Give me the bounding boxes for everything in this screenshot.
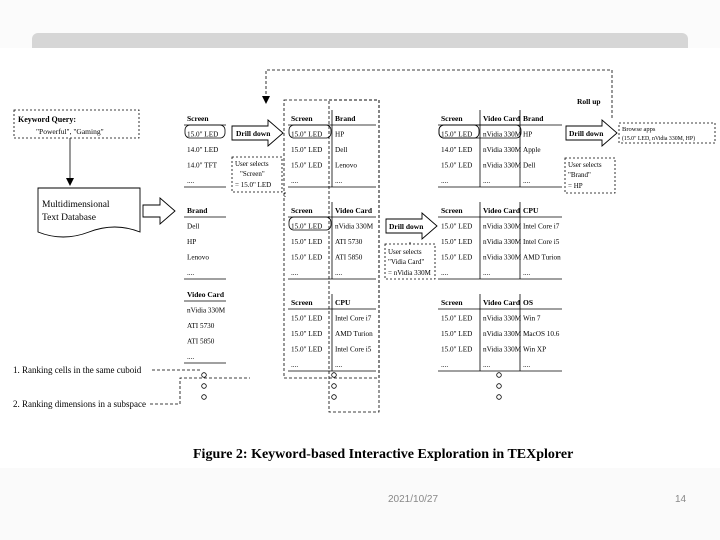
table-cell: MacOS 10.6 — [523, 330, 560, 338]
table-cell: HP — [523, 130, 533, 139]
table-cell: 15.0" LED — [441, 253, 473, 262]
table-cell: .... — [187, 269, 195, 277]
table-cell: 15.0" LED — [441, 161, 473, 170]
footer-date: 2021/10/27 — [388, 494, 439, 505]
ranking-note-2: 2. Ranking dimensions in a subspace — [13, 399, 146, 409]
table-cell: ATI 5730 — [335, 238, 363, 246]
table-cell: nVidia 330M — [483, 314, 522, 323]
table-cell: .... — [335, 177, 343, 185]
roll-up-label: Roll up — [577, 97, 601, 106]
col3-table-2 — [438, 294, 562, 371]
table-cell: 15.0" LED — [441, 330, 473, 338]
keyword-query-title: Keyword Query: — [18, 115, 76, 124]
table-header: Screen — [291, 206, 313, 215]
table-cell: nVidia 330M — [483, 238, 522, 246]
col2-table-0 — [288, 110, 376, 187]
table-cell: .... — [523, 361, 531, 369]
table-cell: Dell — [523, 161, 536, 170]
table-header: Screen — [441, 206, 463, 215]
table-cell: 15.0" LED — [291, 130, 323, 139]
table-cell: 15.0" LED — [441, 345, 473, 354]
table-cell: 14.0" LED — [441, 146, 473, 154]
user-selects-2-l2: "Vidia Card" — [388, 258, 425, 266]
table-cell: 14.0" LED — [187, 146, 219, 154]
table-cell: Lenovo — [187, 253, 209, 262]
table-cell: nVidia 330M — [483, 161, 522, 170]
table-cell: Apple — [523, 146, 541, 154]
table-cell: 15.0" LED — [291, 161, 323, 170]
user-selects-2-l1: User selects — [388, 248, 422, 256]
table-cell: 15.0" LED — [291, 345, 323, 354]
table-cell: Win 7 — [523, 314, 541, 323]
user-selects-2-l3: = nVidia 330M — [388, 269, 431, 277]
table-cell: 15.0" LED — [441, 130, 473, 139]
table-cell: nVidia 330M — [483, 146, 522, 154]
footer-page-number: 14 — [675, 494, 687, 505]
table-cell: nVidia 330M — [483, 345, 522, 354]
table-cell: Intel Core i7 — [523, 222, 560, 231]
table-header: OS — [523, 298, 534, 307]
continuation-dot — [202, 384, 207, 389]
slide-footer — [0, 468, 720, 540]
table-cell: .... — [187, 353, 195, 361]
table-cell: ATI 5730 — [187, 322, 215, 330]
table-cell: .... — [187, 177, 195, 185]
continuation-dot — [497, 384, 502, 389]
table-cell: ATI 5850 — [335, 253, 363, 262]
user-selects-3-l3: = HP — [568, 182, 583, 190]
col2-table-2 — [288, 294, 376, 371]
user-selects-1-l2: "Screen" — [240, 170, 265, 178]
table-cell: .... — [483, 361, 491, 369]
table-cell: .... — [441, 177, 449, 185]
table-cell: 15.0" LED — [291, 314, 323, 323]
table-cell: 15.0" LED — [291, 330, 323, 338]
table-cell: AMD Turion — [335, 330, 373, 338]
table-header: Brand — [187, 206, 208, 215]
table-cell: ATI 5850 — [187, 337, 215, 346]
table-cell: nVidia 330M — [483, 330, 522, 338]
table-cell: 15.0" LED — [441, 222, 473, 231]
table-cell: Intel Core i7 — [335, 314, 372, 323]
table-cell: HP — [335, 130, 345, 139]
table-cell: nVidia 330M — [483, 130, 522, 139]
table-cell: .... — [441, 361, 449, 369]
table-cell: .... — [291, 361, 299, 369]
ranking-note-1: 1. Ranking cells in the same cuboid — [13, 365, 142, 375]
table-cell: .... — [523, 269, 531, 277]
keyword-query-terms: "Powerful", "Gaming" — [36, 127, 104, 136]
table-cell: .... — [523, 177, 531, 185]
table-header: CPU — [335, 298, 351, 307]
table-header: Video Card — [483, 206, 521, 215]
table-cell: nVidia 330M — [187, 306, 226, 315]
col3-table-0 — [438, 110, 562, 187]
table-cell: Lenovo — [335, 161, 357, 170]
table-cell: .... — [335, 361, 343, 369]
database-label-1: Multidimensional — [42, 200, 110, 210]
table-cell: .... — [335, 269, 343, 277]
continuation-dot — [202, 395, 207, 400]
table-header: Video Card — [483, 298, 521, 307]
table-header: Screen — [441, 298, 463, 307]
table-header: Screen — [441, 114, 463, 123]
col3-table-1 — [438, 202, 562, 279]
table-cell: 14.0" TFT — [187, 161, 217, 170]
table-header: Video Card — [483, 114, 521, 123]
table-cell: .... — [291, 177, 299, 185]
continuation-dot — [332, 395, 337, 400]
table-cell: nVidia 330M — [483, 253, 522, 262]
figure-caption: Figure 2: Keyword-based Interactive Exploration in TEXplorer — [193, 447, 574, 462]
database-arrow — [143, 198, 175, 224]
table-cell: .... — [441, 269, 449, 277]
table-cell: AMD Turion — [523, 253, 561, 262]
table-cell: .... — [483, 177, 491, 185]
table-cell: 15.0" LED — [291, 222, 323, 231]
col1-table-2 — [184, 290, 226, 363]
table-header: Brand — [523, 114, 544, 123]
table-header: Screen — [187, 114, 209, 123]
database-label-2: Text Database — [42, 213, 96, 223]
continuation-dot — [332, 373, 337, 378]
table-cell: 15.0" LED — [291, 238, 323, 246]
table-cell: Dell — [187, 222, 200, 231]
table-cell: HP — [187, 238, 197, 246]
continuation-dot — [497, 373, 502, 378]
drill-down-2: Drill down — [389, 222, 424, 231]
table-cell: .... — [291, 269, 299, 277]
browse-apps-l1: Browse apps — [622, 126, 656, 133]
table-header: CPU — [523, 206, 539, 215]
table-cell: 15.0" LED — [291, 146, 323, 154]
user-selects-3-l1: User selects — [568, 161, 602, 169]
table-cell: 15.0" LED — [441, 314, 473, 323]
table-cell: Win XP — [523, 345, 547, 354]
table-cell: .... — [483, 269, 491, 277]
table-cell: Dell — [335, 146, 348, 154]
continuation-dot — [497, 395, 502, 400]
drill-down-1: Drill down — [236, 129, 271, 138]
table-cell: Intel Core i5 — [523, 238, 560, 246]
browse-apps-l2: (15.0" LED, nVidia 330M, HP) — [622, 136, 696, 142]
table-cell: 15.0" LED — [441, 238, 473, 246]
user-selects-3-l2: "Brand" — [568, 171, 591, 179]
col2-table-1 — [288, 202, 376, 279]
table-header: Screen — [291, 114, 313, 123]
table-cell: 15.0" LED — [187, 130, 219, 139]
table-header: Video Card — [187, 290, 225, 299]
table-cell: nVidia 330M — [335, 222, 374, 231]
table-header: Screen — [291, 298, 313, 307]
table-header: Video Card — [335, 206, 373, 215]
table-cell: 15.0" LED — [291, 253, 323, 262]
table-header: Brand — [335, 114, 356, 123]
col1-table-1 — [184, 206, 226, 279]
drill-down-3: Drill down — [569, 129, 604, 138]
user-selects-1-l3: = 15.0" LED — [235, 181, 272, 189]
table-cell: Intel Core i5 — [335, 345, 372, 354]
user-selects-1-l1: User selects — [235, 160, 269, 168]
table-cell: nVidia 330M — [483, 222, 522, 231]
continuation-dot — [202, 373, 207, 378]
continuation-dot — [332, 384, 337, 389]
